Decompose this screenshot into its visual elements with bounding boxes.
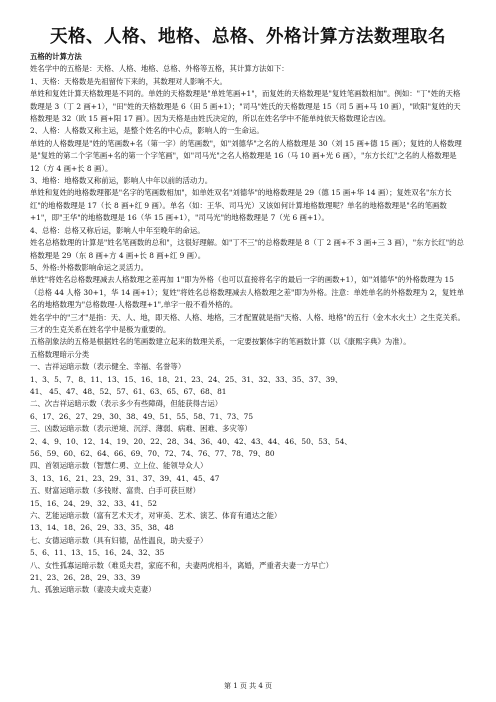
body-paragraph: 2、4、9、10、12、14、19、20、22、28、34、36、40、42、43、44、46、50、53、54、 bbox=[30, 436, 352, 446]
body-paragraph: 3、13、16、21、23、29、31、37、39、41、45、47 bbox=[30, 473, 220, 483]
body-paragraph: 15、16、24、29、32、33、41、52 bbox=[30, 498, 157, 508]
page-footer: 第 1 页 共 4 页 bbox=[223, 682, 273, 690]
body-paragraph: 姓名学中的"三才"是指：天、人、地，即天格、人格、地格，三才配置就是指"天格、人格、地格"的五行（金木水火土）之生克关系。三才的生克关系在姓名学中是极为重要的。 bbox=[30, 312, 465, 334]
body-paragraph: 6、17、26、27、29、30、38、49、51、55、58、71、73、75 bbox=[30, 411, 254, 421]
body-paragraph: 二、次吉祥运暗示数（表示多少有些障碍，但能获得吉运） bbox=[30, 399, 223, 409]
body-paragraph: 5、外格:外格数影响命运之灵活力。 bbox=[30, 262, 149, 272]
body-paragraph: 4、总格：总格又称后运，影响人中年至晚年的命运。 bbox=[30, 225, 205, 235]
body-paragraph: 5、6、11、13、15、16、24、32、35 bbox=[30, 548, 165, 558]
body-paragraph: 五、财富运暗示数（多钱财、富贵、白手可获巨财） bbox=[30, 486, 200, 496]
body-paragraph: 单姓和复姓计算天格数理是不同的。单姓的天格数理是"单姓笔画+1"，而复姓的天格数理是"复姓笔画数相加"。例如："丁"姓的天格数理是 3（丁 2 画+1），"田"姓的天格数理是 6（田 5 画+1）；"司马"姓氏的天格数理是 15（司 5 画+马 10 画），"欧阳"复姓的天格数理是 32（欧 15 画+阳 17 画）。因为天格是由姓氏决定的，所以在姓名学中不能单纯依天格数理论吉凶。 bbox=[30, 89, 461, 124]
body-paragraph: 七、女德运暗示数（具有妇德，品性温良，助夫爱子） bbox=[30, 535, 208, 545]
body-paragraph: 六、艺能运暗示数（富有艺术天才，对审美、艺术、演艺、体育有通达之能） bbox=[30, 511, 282, 521]
body-paragraph: 五格剖象法的五格是根据姓名的笔画数建立起来的数理关系，一定要按繁体字的笔画数计算（以《康熙字典》为准）。 bbox=[30, 337, 411, 347]
document-body bbox=[30, 51, 466, 597]
body-paragraph: 13、14、18、26、29、33、35、38、48 bbox=[30, 523, 174, 533]
body-paragraph: 单姓和复姓的地格数理都是"名字的笔画数相加"，如单姓双名"刘德华"的地格数理是 29（德 15 画+华 14 画）；复姓双名"东方长红"的地格数理是 17（长 8 画+红 9 画）。单名（如：王华、司马光）又该如何计算地格数理呢？单名的地格数理是"名的笔画数+1"，即"王华"的地格数理是 16（华 15 画+1），"司马光"的地格数理是 7（光 6 画+1）。 bbox=[30, 188, 452, 223]
body-paragraph: 姓名学中的五格是：天格、人格、地格、总格、外格等五格，其计算方法如下： bbox=[30, 64, 289, 74]
body-paragraph: 五格数理暗示分类 bbox=[30, 349, 90, 359]
body-paragraph: 单姓的人格数理是"姓的笔画数+名（第一字）的笔画数"，如"刘德华"之名的人格数理是 30（刘 15 画+德 15 画）；复姓的人格数理是"复姓的第二个字笔画+名的第一个字笔画"，如"司马光"之名人格数理是 16（马 10 画+光 6 画），"东方长红"之名的人格数理是 12（方 4 画+长 8 画）。 bbox=[30, 138, 462, 173]
body-paragraph: 21、23、26、28、29、33、39 bbox=[30, 573, 141, 583]
body-paragraph: 3、地格：地格数又称前运，影响人中年以前的活动力。 bbox=[30, 176, 213, 186]
body-paragraph: 56、59、60、62、64、66、69、70、72、74、76、77、78、79、80 bbox=[30, 449, 275, 458]
body-paragraph: 单姓"将姓名总格数理减去人格数理之差再加 1"即为外格（也可以直接将名字的最后一字的画数+1），如"刘德华"的外格数理为 15（总格 44 人格 30+1，华 14 画+1）；复姓"将姓名总格数理减去人格数理之差"即为外格。注意：单姓单名的外格数理为 2，复姓单名的地格数理为"总格数理-人格数理+1",单字一般不看外格的。 bbox=[30, 275, 465, 310]
body-paragraph: 1、天格：天格数是先祖留传下来的，其数理对人影响不大。 bbox=[30, 76, 227, 86]
body-paragraph: 三、凶数运暗示数（表示逆境、沉浮、薄弱、病难、困难、多灾等） bbox=[30, 424, 252, 434]
body-paragraph: 一、吉祥运暗示数（表示健全、幸福、名誉等） bbox=[30, 362, 186, 372]
body-paragraph: 1、3、5、7、8、11、13、15、16、18、21、23、24、25、31、32、33、35、37、39、 bbox=[30, 374, 343, 384]
body-paragraph: 2、人格：人格数又称主运，是整个姓名的中心点，影响人的一生命运。 bbox=[30, 126, 264, 136]
document-title: 天格、人格、地格、总格、外格计算方法数理取名 bbox=[50, 27, 446, 47]
section-heading: 五格的计算方法 bbox=[30, 52, 82, 61]
body-paragraph: 八、女性孤寡运暗示数（难觅夫君，家庭不和，夫妻两虎相斗，离婚，严重者夫妻一方早亡） bbox=[30, 560, 334, 570]
body-paragraph: 九、孤独运暗示数（妻凌夫或夫克妻） bbox=[30, 585, 156, 595]
body-paragraph: 姓名总格数理的计算是"姓名笔画数的总和"，这很好理解。如"丁不三"的总格数理是 8（丁 2 画+不 3 画+三 3 画），"东方长红"的总格数理是 29（东 8 画+方 4 画+长 8 画+红 9 画）。 bbox=[30, 238, 464, 260]
body-paragraph: 四、首领运暗示数（智慧仁勇、立上位、能领导众人） bbox=[30, 461, 208, 471]
body-paragraph: 41、 45、47、48、52、57、61、63、65、67、68、81 bbox=[30, 386, 227, 396]
